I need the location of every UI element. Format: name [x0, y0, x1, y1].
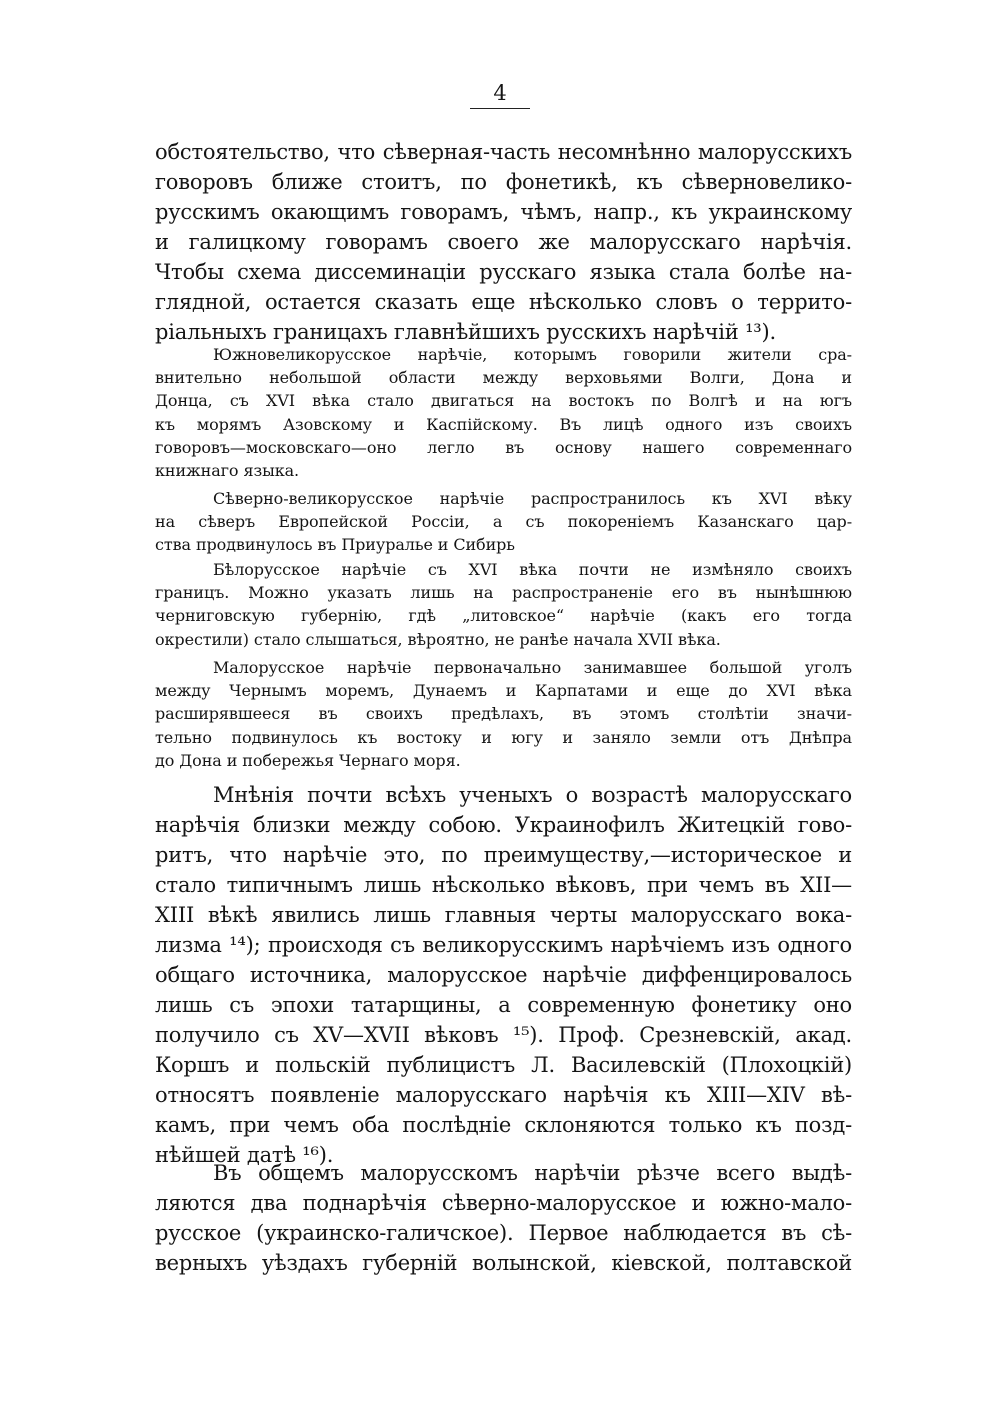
text-line: внительно небольшой области между верховьями Волги, Дона и	[155, 368, 852, 388]
text-line: общаго источника, малорусское нарѣчіе диффенцировалось	[155, 963, 852, 987]
text-line: камъ, при чемъ оба послѣдніе склоняются только къ позд-	[155, 1113, 852, 1137]
text-line: глядной, остается сказать еще нѣсколько словъ о террито-	[155, 290, 852, 314]
text-line: расширявшееся въ своихъ предѣлахъ, въ этомъ столѣтіи значи-	[155, 704, 852, 724]
text-line: ритъ, что нарѣчіе это, по преимуществу,—историческое и	[155, 843, 852, 867]
paragraph-4	[155, 558, 852, 651]
text-line: на сѣверъ Европейской Россіи, а съ покореніемъ Казанскаго цар-	[155, 512, 852, 532]
text-line: черниговскую губернію, гдѣ „литовское“ нарѣчіе (какъ его тогда	[155, 606, 852, 626]
text-line: Въ общемъ малорусскомъ нарѣчіи рѣзче всего выдѣ-	[213, 1161, 852, 1185]
paragraph-1	[155, 137, 852, 347]
text-line: XIII вѣкѣ явились лишь главныя черты малорусскаго вока-	[155, 903, 852, 927]
text-line: лизма ¹⁴); происходя съ великорусскимъ нарѣчіемъ изъ одного	[155, 933, 852, 957]
paragraph-2	[155, 343, 852, 482]
text-line: окрестили) стало слышаться, вѣроятно, не ранѣе начала XVII вѣка.	[155, 629, 721, 649]
text-line: Чтобы схема диссеминаціи русскаго языка стала болѣе на-	[155, 260, 852, 284]
text-line: ства продвинулось въ Приуралье и Сибирь	[155, 535, 515, 555]
text-line: до Дона и побережья Чернаго моря.	[155, 750, 461, 770]
text-line: ріальныхъ границахъ главнѣйшихъ русскихъ нарѣчій ¹³).	[155, 320, 776, 344]
text-line: получило съ XV—XVII вѣковъ ¹⁵). Проф. Срезневскій, акад.	[155, 1023, 852, 1047]
page-number: 4	[493, 81, 507, 105]
text-line: Мнѣнія почти всѣхъ ученыхъ о возрастѣ малорусскаго	[213, 783, 852, 807]
text-line: Южновеликорусское нарѣчіе, которымъ говорили жители сра-	[213, 345, 852, 364]
text-line: русское (украинско-галичское). Первое наблюдается въ сѣ-	[155, 1221, 852, 1245]
text-line: къ морямъ Азовскому и Каспійскому. Въ лицѣ одного изъ своихъ	[155, 414, 852, 434]
text-line: Бѣлорусское нарѣчіе съ XVI вѣка почти не измѣняло своихъ	[213, 560, 852, 579]
text-line: Донца, съ XVI вѣка стало двигаться на востокъ по Волгѣ и на югъ	[155, 391, 852, 411]
paragraph-6	[155, 780, 852, 1170]
text-line: верныхъ уѣздахъ губерній волынской, кіевской, полтавской	[155, 1251, 852, 1275]
text-line: лишь съ эпохи татарщины, а современную фонетику оно	[155, 993, 852, 1017]
text-line: Сѣверно-великорусское нарѣчіе распространилось къ XVI вѣку	[213, 489, 852, 508]
text-line: говоровъ—московскаго—оно легло въ основу нашего современнаго	[155, 437, 852, 457]
text-line: стало типичнымъ лишь нѣсколько вѣковъ, при чемъ въ XII—	[155, 873, 852, 897]
text-line: книжнаго языка.	[155, 460, 300, 480]
text-line: границъ. Можно указать лишь на распространеніе его въ нынѣшнюю	[155, 583, 852, 603]
text-line: Коршъ и польскій публицистъ Л. Василевскій (Плохоцкій)	[155, 1053, 852, 1077]
text-line: нарѣчія близки между собою. Украинофилъ Житецкій гово-	[155, 813, 852, 837]
text-line: и галицкому говорамъ своего же малорусскаго нарѣчія.	[155, 230, 852, 254]
text-line: ляются два поднарѣчія сѣверно-малорусское и южно-мало-	[155, 1191, 852, 1215]
text-line: между Чернымъ моремъ, Дунаемъ и Карпатами и еще до XVI вѣка	[155, 681, 852, 701]
text-line: Малорусское нарѣчіе первоначально занимавшее большой уголъ	[213, 658, 852, 677]
page-number-rule	[470, 108, 530, 109]
text-line: обстоятельство, что сѣверная-часть несомнѣнно малорусскихъ	[155, 140, 852, 164]
paragraph-5	[155, 656, 852, 772]
paragraph-3	[155, 487, 852, 557]
text-line: нѣйшей датѣ ¹⁶).	[155, 1143, 334, 1167]
text-line: относятъ появленіе малорусскаго нарѣчія къ XIII—XIV вѣ-	[155, 1083, 852, 1107]
text-line: русскимъ окающимъ говорамъ, чѣмъ, напр., къ украинскому	[155, 200, 852, 224]
text-line: говоровъ ближе стоитъ, по фонетикѣ, къ сѣверновелико-	[155, 170, 852, 194]
text-line: тельно подвинулось къ востоку и югу и заняло земли отъ Днѣпра	[155, 727, 852, 747]
paragraph-7	[155, 1158, 852, 1278]
